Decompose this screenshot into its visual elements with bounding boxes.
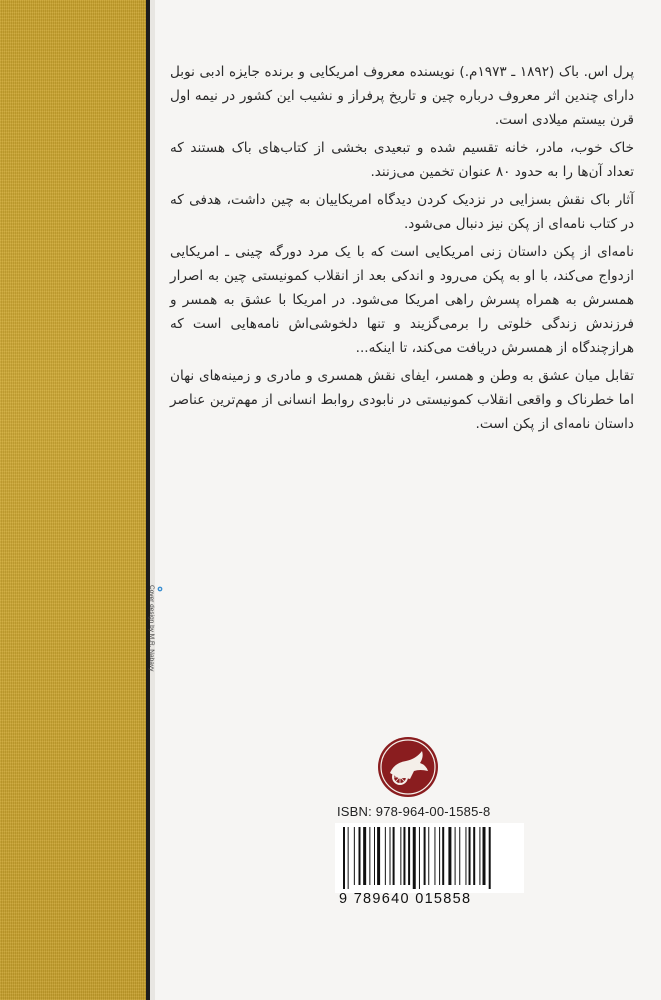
barcode-bar [428, 827, 429, 885]
isbn-label: ISBN: 978-964-00-1585-8 [337, 804, 491, 819]
barcode-bar [354, 827, 355, 885]
book-spine-band [0, 0, 146, 1000]
barcode-bar [343, 827, 345, 889]
blurb-paragraph: خاک خوب، مادر، خانه تقسیم شده و تبعیدی بخشی از کتاب‌های باک هستند که تعداد آن‌ها را به حدود ۸۰ عنوان تخمین می‌زنند. [170, 140, 634, 180]
barcode-bar [439, 827, 440, 885]
barcode-bar [393, 827, 395, 885]
barcode-bar [479, 827, 480, 885]
barcode-bar [359, 827, 361, 885]
barcode-bar [455, 827, 456, 885]
barcode-bar [419, 827, 420, 889]
blurb-paragraph: نامه‌ای از پکن داستان زنی امریکایی است که با یک مرد دورگه چینی ـ امریکایی ازدواج می‌کند، با او به پکن می‌رود و اندکی بعد از انقلاب کمونیستی چین به اصرار همسرش به همراه پسرش راهی امریکا می‌شود. در امریکا با عشق به همسر و فرزندش زندگی خلوتی را برمی‌گزیند و تنها دلخوشی‌اش نامه‌هایی است که هرازچندگاه از همسرش دریافت می‌کند، تا اینکه... [170, 244, 634, 356]
flower-icon [157, 586, 163, 592]
barcode-bar [408, 827, 410, 885]
barcode-bar [489, 827, 491, 889]
barcode-bar [469, 827, 471, 885]
barcode-bar [434, 827, 435, 885]
barcode-digits: 9 789640 015858 [339, 891, 472, 907]
barcode-bar [374, 827, 375, 885]
blurb-paragraph: تقابل میان عشق به وطن و همسر، ایفای نقش همسری و مادری و زمینه‌های نهان اما خطرناک و واقعی انقلاب کمونیستی در نابودی روابط انسانی از مهم‌ترین عناصر داستان نامه‌ای از پکن است. [170, 368, 634, 432]
barcode-bar [369, 827, 370, 885]
barcode-bar [390, 827, 391, 885]
barcode-bar [348, 827, 349, 889]
barcode-bar [473, 827, 475, 885]
blurb-text [170, 60, 634, 440]
blurb-paragraph: پرل اس. باک (۱۸۹۲ ـ ۱۹۷۳م.) نویسنده معروف امریکایی و برنده جایزه ادبی نوبل دارای چندین اثر معروف درباره چین و تاریخ پرفراز و نشیب این کشور در نیمه اول قرن بیستم میلادی است. [170, 64, 634, 128]
barcode-bar [413, 827, 416, 889]
barcode-bar [465, 827, 466, 885]
barcode-bars [335, 823, 524, 893]
barcode-bar [403, 827, 405, 885]
barcode-bar [377, 827, 380, 885]
barcode-bar [459, 827, 460, 885]
cover-design-credit: Cover design by M.R. Nabavy [148, 585, 155, 672]
barcode-bar [424, 827, 426, 885]
barcode [335, 823, 524, 893]
chariot-logo [376, 735, 440, 799]
barcode-bar [448, 827, 451, 885]
barcode-bar [385, 827, 386, 885]
barcode-bar [483, 827, 486, 885]
barcode-bar [442, 827, 444, 885]
barcode-bar [400, 827, 401, 885]
barcode-bar [363, 827, 366, 885]
blurb-paragraph: آثار باک نقش بسزایی در نزدیک کردن دیدگاه امریکاییان به چین داشت، هدفی که در کتاب نامه‌ای از پکن نیز دنبال می‌شود. [170, 192, 634, 232]
